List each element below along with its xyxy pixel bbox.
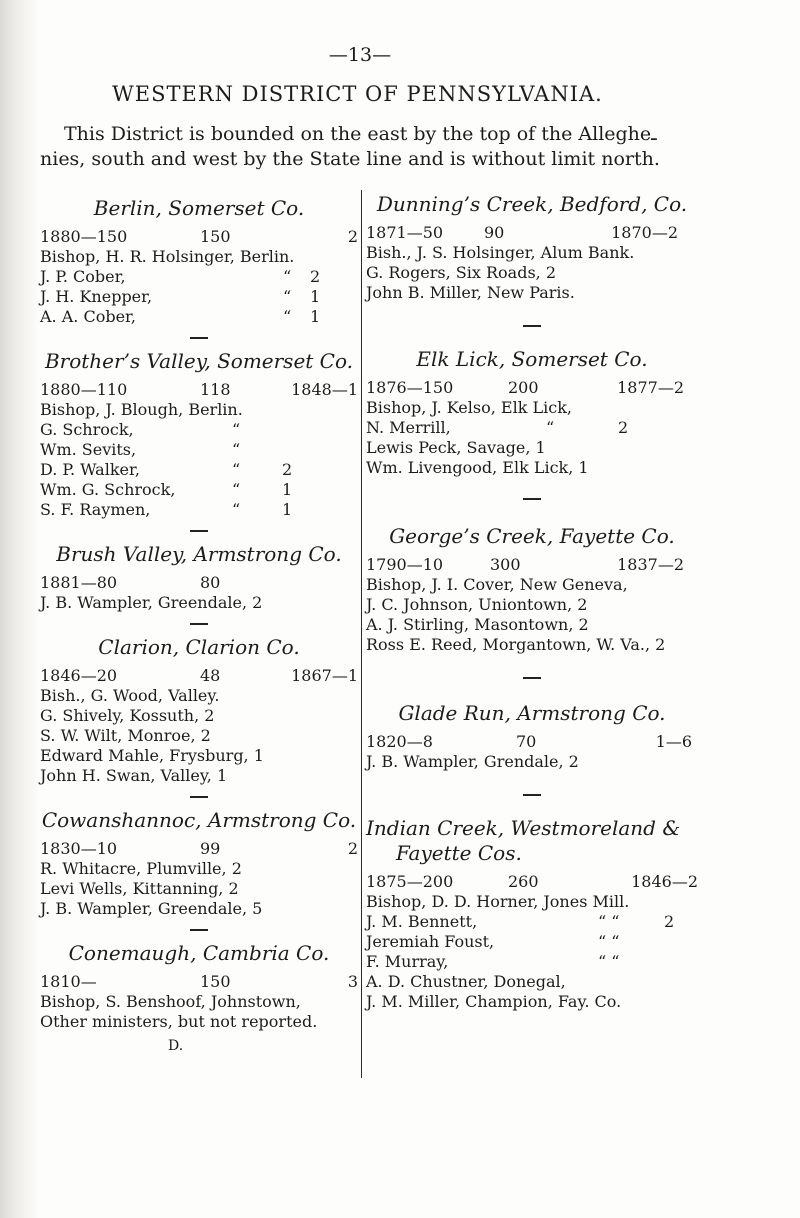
minister-line: R. Whitacre, Plumville, 2 bbox=[40, 859, 242, 878]
stat-organized: 1880—150 bbox=[40, 227, 128, 246]
minister-line: Wm. Livengood, Elk Lick, 1 bbox=[366, 458, 589, 477]
stat-meetinghouses: 1870—2 bbox=[611, 223, 678, 242]
minister-line: J. B. Wampler, Greendale, 2 bbox=[40, 593, 263, 612]
minister-name: J. H. Knepper, bbox=[40, 287, 153, 306]
congregation-entry bbox=[40, 542, 358, 613]
minister-row bbox=[40, 440, 358, 460]
stat-meetinghouses: 2 bbox=[347, 839, 358, 858]
intro-line-2: nies, south and west by the State line and is without limit north. bbox=[40, 148, 660, 170]
minister-row bbox=[40, 307, 358, 327]
minister-line: Bish., G. Wood, Valley. bbox=[40, 686, 220, 705]
minister-count: 1 bbox=[310, 287, 321, 306]
ditto-mark: “ bbox=[232, 480, 241, 499]
minister-name: Wm. Sevits, bbox=[40, 440, 137, 459]
stat-members: 150 bbox=[200, 972, 231, 991]
entry-stats bbox=[366, 732, 698, 752]
minister-row bbox=[366, 952, 698, 972]
entry-stats bbox=[40, 666, 358, 686]
entry-stats bbox=[366, 223, 698, 243]
ditto-mark: “ “ bbox=[598, 912, 620, 931]
entry-stats bbox=[40, 972, 358, 992]
ditto-mark: “ bbox=[546, 418, 555, 437]
minister-line: Bishop, D. D. Horner, Jones Mill. bbox=[366, 892, 630, 911]
ditto-mark: “ “ bbox=[598, 932, 620, 951]
congregation-entry bbox=[366, 192, 698, 303]
entry-separator bbox=[190, 796, 208, 798]
intro-line-1: This District is bounded on the east by the top of the Allegheـ bbox=[64, 123, 657, 145]
stat-meetinghouses: 1—6 bbox=[655, 732, 692, 751]
minister-row bbox=[40, 460, 358, 480]
right-column bbox=[366, 192, 698, 1012]
minister-line: A. D. Chustner, Donegal, bbox=[366, 972, 566, 991]
entry-separator bbox=[523, 794, 541, 796]
stat-organized: 1790—10 bbox=[366, 555, 444, 574]
minister-name: Jeremiah Foust, bbox=[366, 932, 495, 951]
stat-members: 300 bbox=[490, 555, 521, 574]
stat-members: 70 bbox=[516, 732, 537, 751]
stat-organized: 1871—50 bbox=[366, 223, 444, 242]
minister-name: N. Merrill, bbox=[366, 418, 451, 437]
minister-line: G. Shively, Kossuth, 2 bbox=[40, 706, 215, 725]
minister-name: J. M. Bennett, bbox=[366, 912, 478, 931]
minister-count: 1 bbox=[310, 307, 321, 326]
stat-meetinghouses: 1867—1 bbox=[291, 666, 358, 685]
minister-name: A. A. Cober, bbox=[40, 307, 137, 326]
minister-line: S. W. Wilt, Monroe, 2 bbox=[40, 726, 211, 745]
entry-stats bbox=[366, 378, 698, 398]
stat-meetinghouses: 2 bbox=[347, 227, 358, 246]
stat-organized: 1820—8 bbox=[366, 732, 433, 751]
entry-stats bbox=[366, 555, 698, 575]
stat-members: 150 bbox=[200, 227, 231, 246]
minister-line: John H. Swan, Valley, 1 bbox=[40, 766, 228, 785]
minister-name: Wm. G. Schrock, bbox=[40, 480, 176, 499]
entry-title: George’s Creek, Fayette Co. bbox=[389, 524, 675, 548]
minister-row bbox=[40, 287, 358, 307]
entry-stats bbox=[366, 872, 698, 892]
entry-separator bbox=[523, 498, 541, 500]
stat-organized: 1875—200 bbox=[366, 872, 454, 891]
entry-title: Brother’s Valley, Somerset Co. bbox=[44, 349, 354, 373]
ditto-mark: “ bbox=[232, 460, 241, 479]
entry-stats bbox=[40, 227, 358, 247]
minister-name: D. P. Walker, bbox=[40, 460, 140, 479]
stat-members: 90 bbox=[484, 223, 505, 242]
minister-line: Bishop, J. Kelso, Elk Lick, bbox=[366, 398, 572, 417]
minister-line: John B. Miller, New Paris. bbox=[366, 283, 575, 302]
minister-line: Levi Wells, Kittanning, 2 bbox=[40, 879, 239, 898]
minister-line: Bishop, J. I. Cover, New Geneva, bbox=[366, 575, 628, 594]
entry-separator bbox=[190, 623, 208, 625]
congregation-entry bbox=[40, 196, 358, 327]
minister-row bbox=[366, 912, 698, 932]
left-column bbox=[40, 196, 358, 1056]
congregation-entry bbox=[366, 524, 698, 655]
congregation-entry bbox=[40, 808, 358, 919]
minister-line: Other ministers, but not reported. bbox=[40, 1012, 318, 1031]
stat-meetinghouses: 1848—1 bbox=[291, 380, 358, 399]
entry-title: Cowanshannoc, Armstrong Co. bbox=[41, 808, 357, 832]
stat-members: 99 bbox=[200, 839, 221, 858]
minister-row bbox=[40, 500, 358, 520]
congregation-entry bbox=[366, 347, 698, 478]
congregation-entry bbox=[40, 349, 358, 520]
stat-meetinghouses: 3 bbox=[347, 972, 358, 991]
entry-separator bbox=[523, 325, 541, 327]
stat-organized: 1846—20 bbox=[40, 666, 118, 685]
minister-line: Edward Mahle, Frysburg, 1 bbox=[40, 746, 264, 765]
minister-line: Ross E. Reed, Morgantown, W. Va., 2 bbox=[366, 635, 666, 654]
stat-organized: 1830—10 bbox=[40, 839, 118, 858]
stat-meetinghouses: 1837—2 bbox=[617, 555, 684, 574]
stat-members: 48 bbox=[200, 666, 221, 685]
minister-count: 2 bbox=[618, 418, 629, 437]
ditto-mark: “ bbox=[283, 287, 292, 306]
stat-members: 260 bbox=[508, 872, 539, 891]
minister-row bbox=[40, 420, 358, 440]
intro-paragraph bbox=[40, 122, 695, 172]
column-divider bbox=[361, 190, 362, 1078]
minister-row bbox=[366, 418, 698, 438]
entry-stats bbox=[40, 839, 358, 859]
minister-row bbox=[40, 480, 358, 500]
entry-stats bbox=[40, 380, 358, 400]
minister-line: Bishop, H. R. Holsinger, Berlin. bbox=[40, 247, 295, 266]
minister-line: J. B. Wampler, Grendale, 2 bbox=[366, 752, 579, 771]
minister-count: 2 bbox=[664, 912, 675, 931]
ditto-mark: “ bbox=[283, 267, 292, 286]
minister-line: J. M. Miller, Champion, Fay. Co. bbox=[366, 992, 622, 1011]
minister-name: S. F. Raymen, bbox=[40, 500, 151, 519]
stat-members: 118 bbox=[200, 380, 231, 399]
entry-title: Clarion, Clarion Co. bbox=[98, 635, 300, 659]
minister-row bbox=[40, 267, 358, 287]
congregation-entry bbox=[40, 635, 358, 786]
ditto-mark: “ bbox=[283, 307, 292, 326]
minister-line: Bishop, S. Benshoof, Johnstown, bbox=[40, 992, 301, 1011]
entry-title: Berlin, Somerset Co. bbox=[93, 196, 305, 220]
entry-stats bbox=[40, 573, 358, 593]
page-number: —13— bbox=[328, 44, 392, 66]
minister-count: 1 bbox=[282, 480, 293, 499]
entry-title: Elk Lick, Somerset Co. bbox=[416, 347, 648, 371]
minister-row bbox=[366, 932, 698, 952]
minister-line: Lewis Peck, Savage, 1 bbox=[366, 438, 546, 457]
stat-members: 80 bbox=[200, 573, 221, 592]
entry-title: Glade Run, Armstrong Co. bbox=[398, 701, 666, 725]
minister-line: J. B. Wampler, Greendale, 5 bbox=[40, 899, 263, 918]
minister-line: Bish., J. S. Holsinger, Alum Bank. bbox=[366, 243, 635, 262]
minister-line: A. J. Stirling, Masontown, 2 bbox=[366, 615, 589, 634]
minister-line: J. C. Johnson, Uniontown, 2 bbox=[366, 595, 588, 614]
entry-separator bbox=[190, 530, 208, 532]
minister-name: F. Murray, bbox=[366, 952, 449, 971]
minister-count: 2 bbox=[282, 460, 293, 479]
minister-line: Bishop, J. Blough, Berlin. bbox=[40, 400, 243, 419]
entry-title: Dunning’s Creek, Bedford, Co. bbox=[376, 192, 688, 216]
congregation-entry bbox=[366, 816, 698, 1012]
congregation-entry bbox=[40, 941, 358, 1032]
entry-title: Brush Valley, Armstrong Co. bbox=[56, 542, 342, 566]
entry-title bbox=[366, 816, 698, 866]
minister-name: J. P. Cober, bbox=[40, 267, 126, 286]
signature-mark: D. bbox=[168, 1038, 184, 1054]
minister-line: G. Rogers, Six Roads, 2 bbox=[366, 263, 557, 282]
entry-title-line-2: Fayette Cos. bbox=[396, 841, 522, 865]
stat-members: 200 bbox=[508, 378, 539, 397]
page-edge-shadow bbox=[0, 0, 40, 1218]
entry-separator bbox=[190, 929, 208, 931]
entry-title-line-1: Indian Creek, Westmoreland & bbox=[366, 816, 681, 840]
minister-name: G. Schrock, bbox=[40, 420, 134, 439]
stat-meetinghouses: 1846—2 bbox=[631, 872, 698, 891]
entry-title: Conemaugh, Cambria Co. bbox=[68, 941, 330, 965]
stat-organized: 1881—80 bbox=[40, 573, 118, 592]
ditto-mark: “ “ bbox=[598, 952, 620, 971]
ditto-mark: “ bbox=[232, 420, 241, 439]
page-title: WESTERN DISTRICT OF PENNSYLVANIA. bbox=[112, 82, 603, 106]
stat-organized: 1810— bbox=[40, 972, 97, 991]
entry-separator bbox=[190, 337, 208, 339]
stat-organized: 1880—110 bbox=[40, 380, 128, 399]
ditto-mark: “ bbox=[232, 500, 241, 519]
congregation-entry bbox=[366, 701, 698, 772]
ditto-mark: “ bbox=[232, 440, 241, 459]
stat-organized: 1876—150 bbox=[366, 378, 454, 397]
minister-count: 2 bbox=[310, 267, 321, 286]
entry-separator bbox=[523, 677, 541, 679]
minister-count: 1 bbox=[282, 500, 293, 519]
stat-meetinghouses: 1877—2 bbox=[617, 378, 684, 397]
